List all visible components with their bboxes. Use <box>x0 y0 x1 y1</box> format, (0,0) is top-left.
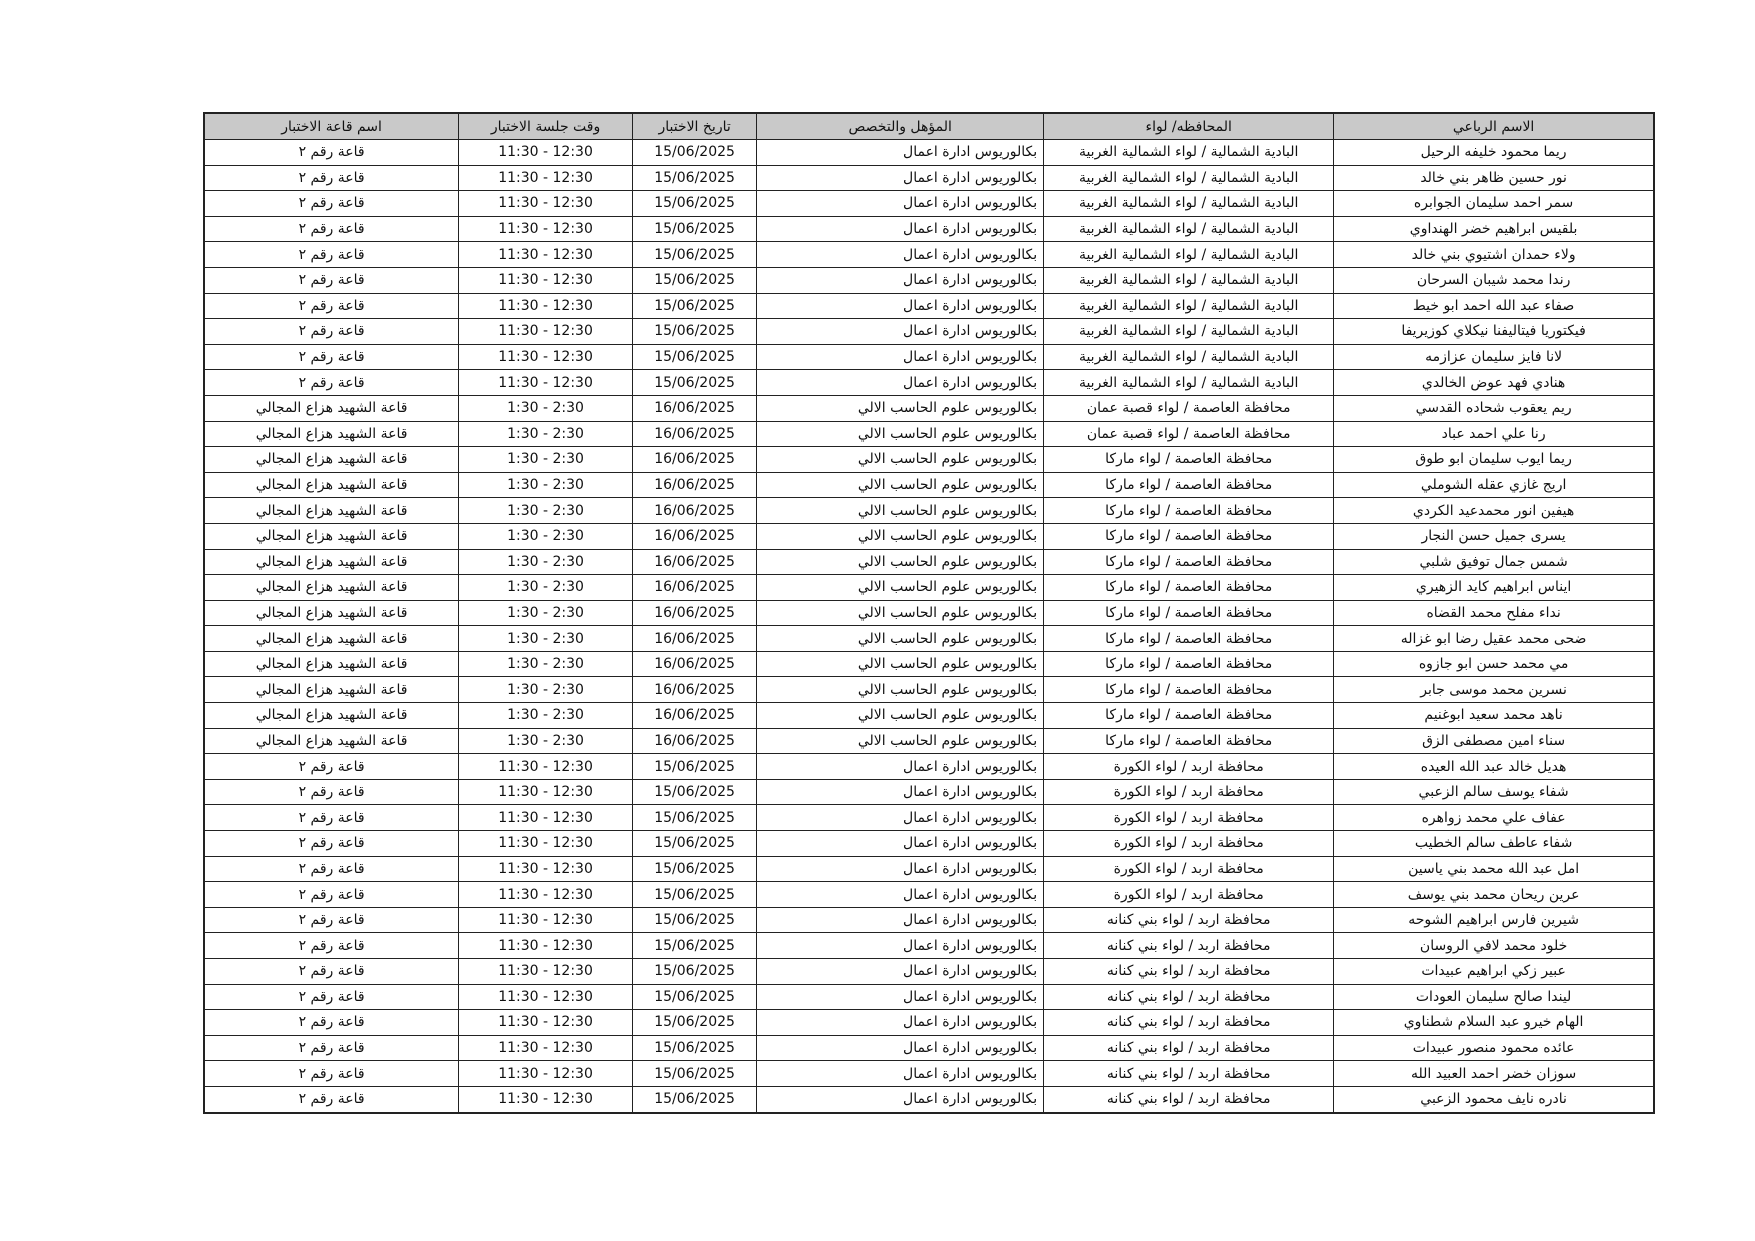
exam-time-cell: 11:30 - 12:30 <box>459 267 633 293</box>
full-name-cell: اريج غازي عقله الشوملي <box>1334 472 1654 498</box>
full-name-cell: عبير زكي ابراهيم عبيدات <box>1334 959 1654 985</box>
table-row <box>204 344 1654 370</box>
governorate-cell: محافظة العاصمة / لواء ماركا <box>1044 575 1334 601</box>
exam-time-cell: 11:30 - 12:30 <box>459 1010 633 1036</box>
exam-hall-cell: قاعة رقم ٢ <box>204 959 459 985</box>
exam-date-cell: 16/06/2025 <box>632 703 756 729</box>
exam-date-cell: 15/06/2025 <box>632 216 756 242</box>
governorate-cell: محافظة اربد / لواء الكورة <box>1044 856 1334 882</box>
exam-hall-cell: قاعة رقم ٢ <box>204 779 459 805</box>
qualification-cell: بكالوريوس علوم الحاسب الالي <box>757 549 1044 575</box>
governorate-cell: محافظة العاصمة / لواء ماركا <box>1044 677 1334 703</box>
exam-date-cell: 15/06/2025 <box>632 242 756 268</box>
qualification-cell: بكالوريوس ادارة اعمال <box>757 1035 1044 1061</box>
exam-date-cell: 16/06/2025 <box>632 523 756 549</box>
exam-schedule-table <box>203 112 1655 1114</box>
governorate-cell: البادية الشمالية / لواء الشمالية الغربية <box>1044 191 1334 217</box>
qualification-cell: بكالوريوس علوم الحاسب الالي <box>757 677 1044 703</box>
exam-hall-cell: قاعة الشهيد هزاع المجالي <box>204 651 459 677</box>
exam-time-cell: 11:30 - 12:30 <box>459 344 633 370</box>
full-name-cell: ريما محمود خليفه الرحيل <box>1334 140 1654 166</box>
exam-date-cell: 15/06/2025 <box>632 319 756 345</box>
governorate-cell: محافظة اربد / لواء بني كنانه <box>1044 907 1334 933</box>
exam-hall-cell: قاعة الشهيد هزاع المجالي <box>204 600 459 626</box>
exam-date-cell: 15/06/2025 <box>632 267 756 293</box>
full-name-cell: ايناس ابراهيم كايد الزهيري <box>1334 575 1654 601</box>
full-name-cell: شيرين فارس ابراهيم الشوحه <box>1334 907 1654 933</box>
exam-time-cell: 11:30 - 12:30 <box>459 165 633 191</box>
governorate-cell: محافظة اربد / لواء بني كنانه <box>1044 1061 1334 1087</box>
exam-time-cell: 11:30 - 12:30 <box>459 1086 633 1112</box>
table-row <box>204 165 1654 191</box>
exam-hall-cell: قاعة الشهيد هزاع المجالي <box>204 498 459 524</box>
exam-time-cell: 11:30 - 12:30 <box>459 984 633 1010</box>
exam-time-cell: 11:30 - 12:30 <box>459 1061 633 1087</box>
exam-date-cell: 15/06/2025 <box>632 907 756 933</box>
exam-date-cell: 15/06/2025 <box>632 882 756 908</box>
table-row <box>204 728 1654 754</box>
exam-hall-cell: قاعة الشهيد هزاع المجالي <box>204 728 459 754</box>
exam-hall-cell: قاعة الشهيد هزاع المجالي <box>204 549 459 575</box>
full-name-cell: ريم يعقوب شحاده القدسي <box>1334 395 1654 421</box>
qualification-cell: بكالوريوس علوم الحاسب الالي <box>757 600 1044 626</box>
table-row <box>204 216 1654 242</box>
exam-date-cell: 15/06/2025 <box>632 754 756 780</box>
exam-hall-cell: قاعة رقم ٢ <box>204 1010 459 1036</box>
exam-time-cell: 11:30 - 12:30 <box>459 882 633 908</box>
table-row <box>204 651 1654 677</box>
exam-hall-cell: قاعة الشهيد هزاع المجالي <box>204 703 459 729</box>
qualification-cell: بكالوريوس ادارة اعمال <box>757 267 1044 293</box>
table-row <box>204 754 1654 780</box>
header-full-name: الاسم الرباعي <box>1334 113 1654 140</box>
full-name-cell: سمر احمد سليمان الجوابره <box>1334 191 1654 217</box>
full-name-cell: هنادي فهد عوض الخالدي <box>1334 370 1654 396</box>
exam-hall-cell: قاعة رقم ٢ <box>204 1035 459 1061</box>
exam-hall-cell: قاعة رقم ٢ <box>204 754 459 780</box>
exam-date-cell: 15/06/2025 <box>632 779 756 805</box>
exam-time-cell: 11:30 - 12:30 <box>459 907 633 933</box>
full-name-cell: ضحى محمد عقيل رضا ابو غزاله <box>1334 626 1654 652</box>
table-row <box>204 447 1654 473</box>
governorate-cell: محافظة اربد / لواء الكورة <box>1044 779 1334 805</box>
exam-time-cell: 11:30 - 12:30 <box>459 319 633 345</box>
header-governorate: المحافظه/ لواء <box>1044 113 1334 140</box>
exam-time-cell: 11:30 - 12:30 <box>459 754 633 780</box>
full-name-cell: بلقيس ابراهيم خضر الهنداوي <box>1334 216 1654 242</box>
qualification-cell: بكالوريوس ادارة اعمال <box>757 140 1044 166</box>
qualification-cell: بكالوريوس ادارة اعمال <box>757 242 1044 268</box>
table-row <box>204 703 1654 729</box>
exam-time-cell: 11:30 - 12:30 <box>459 959 633 985</box>
exam-hall-cell: قاعة الشهيد هزاع المجالي <box>204 447 459 473</box>
exam-time-cell: 11:30 - 12:30 <box>459 191 633 217</box>
exam-time-cell: 1:30 - 2:30 <box>459 395 633 421</box>
governorate-cell: البادية الشمالية / لواء الشمالية الغربية <box>1044 293 1334 319</box>
full-name-cell: ريما ايوب سليمان ابو طوق <box>1334 447 1654 473</box>
governorate-cell: محافظة العاصمة / لواء ماركا <box>1044 626 1334 652</box>
qualification-cell: بكالوريوس ادارة اعمال <box>757 216 1044 242</box>
exam-hall-cell: قاعة الشهيد هزاع المجالي <box>204 626 459 652</box>
table-row <box>204 421 1654 447</box>
exam-time-cell: 1:30 - 2:30 <box>459 728 633 754</box>
header-exam-hall: اسم قاعة الاختبار <box>204 113 459 140</box>
governorate-cell: البادية الشمالية / لواء الشمالية الغربية <box>1044 319 1334 345</box>
exam-date-cell: 16/06/2025 <box>632 626 756 652</box>
qualification-cell: بكالوريوس ادارة اعمال <box>757 754 1044 780</box>
governorate-cell: محافظة العاصمة / لواء ماركا <box>1044 447 1334 473</box>
exam-date-cell: 15/06/2025 <box>632 140 756 166</box>
governorate-cell: البادية الشمالية / لواء الشمالية الغربية <box>1044 216 1334 242</box>
exam-time-cell: 1:30 - 2:30 <box>459 498 633 524</box>
qualification-cell: بكالوريوس ادارة اعمال <box>757 191 1044 217</box>
exam-hall-cell: قاعة رقم ٢ <box>204 242 459 268</box>
qualification-cell: بكالوريوس ادارة اعمال <box>757 805 1044 831</box>
qualification-cell: بكالوريوس علوم الحاسب الالي <box>757 395 1044 421</box>
table-row <box>204 319 1654 345</box>
exam-time-cell: 1:30 - 2:30 <box>459 626 633 652</box>
table-row <box>204 677 1654 703</box>
exam-date-cell: 15/06/2025 <box>632 933 756 959</box>
table-row <box>204 267 1654 293</box>
qualification-cell: بكالوريوس ادارة اعمال <box>757 984 1044 1010</box>
exam-date-cell: 16/06/2025 <box>632 421 756 447</box>
governorate-cell: البادية الشمالية / لواء الشمالية الغربية <box>1044 165 1334 191</box>
exam-date-cell: 15/06/2025 <box>632 831 756 857</box>
governorate-cell: محافظة اربد / لواء بني كنانه <box>1044 1086 1334 1112</box>
exam-hall-cell: قاعة رقم ٢ <box>204 344 459 370</box>
exam-time-cell: 1:30 - 2:30 <box>459 575 633 601</box>
full-name-cell: نداء مفلح محمد القضاه <box>1334 600 1654 626</box>
table-row <box>204 293 1654 319</box>
exam-hall-cell: قاعة رقم ٢ <box>204 856 459 882</box>
table-row <box>204 600 1654 626</box>
table-row <box>204 882 1654 908</box>
governorate-cell: البادية الشمالية / لواء الشمالية الغربية <box>1044 242 1334 268</box>
table-body <box>204 140 1654 1113</box>
exam-date-cell: 16/06/2025 <box>632 600 756 626</box>
exam-hall-cell: قاعة رقم ٢ <box>204 882 459 908</box>
exam-date-cell: 15/06/2025 <box>632 805 756 831</box>
full-name-cell: نادره نايف محمود الزعبي <box>1334 1086 1654 1112</box>
exam-hall-cell: قاعة رقم ٢ <box>204 140 459 166</box>
exam-hall-cell: قاعة الشهيد هزاع المجالي <box>204 523 459 549</box>
exam-hall-cell: قاعة رقم ٢ <box>204 370 459 396</box>
qualification-cell: بكالوريوس ادارة اعمال <box>757 831 1044 857</box>
exam-date-cell: 15/06/2025 <box>632 165 756 191</box>
exam-hall-cell: قاعة رقم ٢ <box>204 984 459 1010</box>
qualification-cell: بكالوريوس ادارة اعمال <box>757 933 1044 959</box>
qualification-cell: بكالوريوس علوم الحاسب الالي <box>757 575 1044 601</box>
exam-time-cell: 1:30 - 2:30 <box>459 447 633 473</box>
exam-hall-cell: قاعة رقم ٢ <box>204 1086 459 1112</box>
governorate-cell: محافظة العاصمة / لواء قصبة عمان <box>1044 421 1334 447</box>
qualification-cell: بكالوريوس ادارة اعمال <box>757 1010 1044 1036</box>
exam-date-cell: 16/06/2025 <box>632 651 756 677</box>
qualification-cell: بكالوريوس ادارة اعمال <box>757 370 1044 396</box>
exam-date-cell: 15/06/2025 <box>632 1061 756 1087</box>
governorate-cell: محافظة اربد / لواء الكورة <box>1044 805 1334 831</box>
governorate-cell: محافظة اربد / لواء بني كنانه <box>1044 1010 1334 1036</box>
table-row <box>204 933 1654 959</box>
full-name-cell: سناء امين مصطفى الزق <box>1334 728 1654 754</box>
full-name-cell: ناهد محمد سعيد ابوغنيم <box>1334 703 1654 729</box>
qualification-cell: بكالوريوس علوم الحاسب الالي <box>757 651 1044 677</box>
qualification-cell: بكالوريوس ادارة اعمال <box>757 959 1044 985</box>
table-row <box>204 805 1654 831</box>
full-name-cell: ليندا صالح سليمان العودات <box>1334 984 1654 1010</box>
exam-hall-cell: قاعة رقم ٢ <box>204 267 459 293</box>
exam-date-cell: 15/06/2025 <box>632 1035 756 1061</box>
exam-time-cell: 11:30 - 12:30 <box>459 805 633 831</box>
governorate-cell: محافظة العاصمة / لواء ماركا <box>1044 651 1334 677</box>
exam-time-cell: 11:30 - 12:30 <box>459 140 633 166</box>
exam-hall-cell: قاعة الشهيد هزاع المجالي <box>204 575 459 601</box>
governorate-cell: محافظة اربد / لواء بني كنانه <box>1044 1035 1334 1061</box>
exam-date-cell: 15/06/2025 <box>632 1086 756 1112</box>
full-name-cell: نسرين محمد موسى جابر <box>1334 677 1654 703</box>
table-row <box>204 472 1654 498</box>
governorate-cell: البادية الشمالية / لواء الشمالية الغربية <box>1044 344 1334 370</box>
full-name-cell: الهام خيرو عبد السلام شطناوي <box>1334 1010 1654 1036</box>
exam-hall-cell: قاعة رقم ٢ <box>204 805 459 831</box>
qualification-cell: بكالوريوس علوم الحاسب الالي <box>757 498 1044 524</box>
full-name-cell: يسرى جميل حسن النجار <box>1334 523 1654 549</box>
exam-time-cell: 1:30 - 2:30 <box>459 549 633 575</box>
qualification-cell: بكالوريوس ادارة اعمال <box>757 319 1044 345</box>
table-row <box>204 779 1654 805</box>
full-name-cell: نور حسين ظاهر بني خالد <box>1334 165 1654 191</box>
table-row <box>204 1010 1654 1036</box>
exam-date-cell: 16/06/2025 <box>632 498 756 524</box>
full-name-cell: عفاف علي محمد زواهره <box>1334 805 1654 831</box>
governorate-cell: محافظة العاصمة / لواء ماركا <box>1044 600 1334 626</box>
exam-date-cell: 16/06/2025 <box>632 575 756 601</box>
table-row <box>204 370 1654 396</box>
exam-time-cell: 1:30 - 2:30 <box>459 600 633 626</box>
table-row <box>204 856 1654 882</box>
exam-hall-cell: قاعة رقم ٢ <box>204 191 459 217</box>
exam-date-cell: 15/06/2025 <box>632 344 756 370</box>
exam-hall-cell: قاعة رقم ٢ <box>204 319 459 345</box>
qualification-cell: بكالوريوس ادارة اعمال <box>757 344 1044 370</box>
qualification-cell: بكالوريوس ادارة اعمال <box>757 1061 1044 1087</box>
exam-date-cell: 15/06/2025 <box>632 293 756 319</box>
exam-date-cell: 16/06/2025 <box>632 447 756 473</box>
header-row <box>204 113 1654 140</box>
table-row <box>204 498 1654 524</box>
qualification-cell: بكالوريوس علوم الحاسب الالي <box>757 447 1044 473</box>
table-row <box>204 242 1654 268</box>
full-name-cell: رندا محمد شيبان السرحان <box>1334 267 1654 293</box>
full-name-cell: هديل خالد عبد الله العيده <box>1334 754 1654 780</box>
full-name-cell: صفاء عبد الله احمد ابو خيط <box>1334 293 1654 319</box>
exam-time-cell: 11:30 - 12:30 <box>459 370 633 396</box>
exam-hall-cell: قاعة رقم ٢ <box>204 907 459 933</box>
full-name-cell: شفاء عاطف سالم الخطيب <box>1334 831 1654 857</box>
qualification-cell: بكالوريوس ادارة اعمال <box>757 882 1044 908</box>
exam-date-cell: 15/06/2025 <box>632 856 756 882</box>
full-name-cell: فيكتوريا فيتاليفنا نيكلاي كوزيريفا <box>1334 319 1654 345</box>
exam-hall-cell: قاعة رقم ٢ <box>204 831 459 857</box>
qualification-cell: بكالوريوس علوم الحاسب الالي <box>757 523 1044 549</box>
exam-date-cell: 15/06/2025 <box>632 370 756 396</box>
qualification-cell: بكالوريوس ادارة اعمال <box>757 856 1044 882</box>
exam-date-cell: 15/06/2025 <box>632 984 756 1010</box>
governorate-cell: البادية الشمالية / لواء الشمالية الغربية <box>1044 267 1334 293</box>
table-row <box>204 984 1654 1010</box>
full-name-cell: لانا فايز سليمان عزازمه <box>1334 344 1654 370</box>
exam-date-cell: 16/06/2025 <box>632 728 756 754</box>
full-name-cell: خلود محمد لافي الروسان <box>1334 933 1654 959</box>
table-row <box>204 831 1654 857</box>
governorate-cell: محافظة العاصمة / لواء ماركا <box>1044 549 1334 575</box>
exam-hall-cell: قاعة الشهيد هزاع المجالي <box>204 421 459 447</box>
table-row <box>204 191 1654 217</box>
full-name-cell: ولاء حمدان اشتيوي بني خالد <box>1334 242 1654 268</box>
exam-hall-cell: قاعة رقم ٢ <box>204 1061 459 1087</box>
full-name-cell: مي محمد حسن ابو جازوه <box>1334 651 1654 677</box>
full-name-cell: هيفين انور محمدعيد الكردي <box>1334 498 1654 524</box>
exam-date-cell: 15/06/2025 <box>632 191 756 217</box>
qualification-cell: بكالوريوس علوم الحاسب الالي <box>757 472 1044 498</box>
exam-hall-cell: قاعة رقم ٢ <box>204 293 459 319</box>
exam-hall-cell: قاعة رقم ٢ <box>204 165 459 191</box>
exam-time-cell: 11:30 - 12:30 <box>459 779 633 805</box>
table-row <box>204 1086 1654 1112</box>
table-row <box>204 523 1654 549</box>
table-row <box>204 1035 1654 1061</box>
full-name-cell: شمس جمال توفيق شلبي <box>1334 549 1654 575</box>
exam-date-cell: 15/06/2025 <box>632 1010 756 1036</box>
governorate-cell: محافظة اربد / لواء بني كنانه <box>1044 959 1334 985</box>
governorate-cell: محافظة اربد / لواء الكورة <box>1044 831 1334 857</box>
governorate-cell: محافظة العاصمة / لواء ماركا <box>1044 728 1334 754</box>
governorate-cell: محافظة العاصمة / لواء ماركا <box>1044 523 1334 549</box>
header-exam-time: وقت جلسة الاختبار <box>459 113 633 140</box>
governorate-cell: محافظة العاصمة / لواء ماركا <box>1044 498 1334 524</box>
full-name-cell: شفاء يوسف سالم الزعبي <box>1334 779 1654 805</box>
governorate-cell: محافظة العاصمة / لواء قصبة عمان <box>1044 395 1334 421</box>
exam-hall-cell: قاعة الشهيد هزاع المجالي <box>204 472 459 498</box>
table-row <box>204 626 1654 652</box>
exam-time-cell: 1:30 - 2:30 <box>459 421 633 447</box>
qualification-cell: بكالوريوس ادارة اعمال <box>757 779 1044 805</box>
table-row <box>204 1061 1654 1087</box>
exam-time-cell: 11:30 - 12:30 <box>459 293 633 319</box>
qualification-cell: بكالوريوس علوم الحاسب الالي <box>757 703 1044 729</box>
governorate-cell: محافظة اربد / لواء الكورة <box>1044 754 1334 780</box>
full-name-cell: رنا علي احمد عباد <box>1334 421 1654 447</box>
governorate-cell: محافظة العاصمة / لواء ماركا <box>1044 703 1334 729</box>
exam-time-cell: 11:30 - 12:30 <box>459 1035 633 1061</box>
governorate-cell: البادية الشمالية / لواء الشمالية الغربية <box>1044 370 1334 396</box>
qualification-cell: بكالوريوس علوم الحاسب الالي <box>757 626 1044 652</box>
governorate-cell: محافظة اربد / لواء بني كنانه <box>1044 984 1334 1010</box>
exam-hall-cell: قاعة الشهيد هزاع المجالي <box>204 395 459 421</box>
qualification-cell: بكالوريوس ادارة اعمال <box>757 1086 1044 1112</box>
exam-time-cell: 1:30 - 2:30 <box>459 651 633 677</box>
table-row <box>204 907 1654 933</box>
exam-date-cell: 16/06/2025 <box>632 472 756 498</box>
header-exam-date: تاريخ الاختبار <box>632 113 756 140</box>
exam-time-cell: 11:30 - 12:30 <box>459 242 633 268</box>
exam-time-cell: 1:30 - 2:30 <box>459 523 633 549</box>
header-qualification: المؤهل والتخصص <box>757 113 1044 140</box>
exam-date-cell: 16/06/2025 <box>632 395 756 421</box>
exam-hall-cell: قاعة رقم ٢ <box>204 216 459 242</box>
qualification-cell: بكالوريوس علوم الحاسب الالي <box>757 421 1044 447</box>
exam-date-cell: 16/06/2025 <box>632 549 756 575</box>
governorate-cell: محافظة اربد / لواء الكورة <box>1044 882 1334 908</box>
exam-time-cell: 1:30 - 2:30 <box>459 703 633 729</box>
table-row <box>204 395 1654 421</box>
full-name-cell: امل عبد الله محمد بني ياسين <box>1334 856 1654 882</box>
qualification-cell: بكالوريوس ادارة اعمال <box>757 165 1044 191</box>
full-name-cell: عائده محمود منصور عبيدات <box>1334 1035 1654 1061</box>
full-name-cell: عرين ريحان محمد بني يوسف <box>1334 882 1654 908</box>
exam-time-cell: 11:30 - 12:30 <box>459 856 633 882</box>
table-row <box>204 549 1654 575</box>
qualification-cell: بكالوريوس علوم الحاسب الالي <box>757 728 1044 754</box>
full-name-cell: سوزان خضر احمد العبيد الله <box>1334 1061 1654 1087</box>
exam-time-cell: 11:30 - 12:30 <box>459 831 633 857</box>
exam-time-cell: 1:30 - 2:30 <box>459 677 633 703</box>
exam-time-cell: 1:30 - 2:30 <box>459 472 633 498</box>
exam-date-cell: 15/06/2025 <box>632 959 756 985</box>
table-row <box>204 140 1654 166</box>
table-row <box>204 959 1654 985</box>
qualification-cell: بكالوريوس ادارة اعمال <box>757 293 1044 319</box>
governorate-cell: محافظة العاصمة / لواء ماركا <box>1044 472 1334 498</box>
governorate-cell: البادية الشمالية / لواء الشمالية الغربية <box>1044 140 1334 166</box>
exam-time-cell: 11:30 - 12:30 <box>459 933 633 959</box>
exam-hall-cell: قاعة رقم ٢ <box>204 933 459 959</box>
qualification-cell: بكالوريوس ادارة اعمال <box>757 907 1044 933</box>
exam-time-cell: 11:30 - 12:30 <box>459 216 633 242</box>
exam-hall-cell: قاعة الشهيد هزاع المجالي <box>204 677 459 703</box>
table-row <box>204 575 1654 601</box>
governorate-cell: محافظة اربد / لواء بني كنانه <box>1044 933 1334 959</box>
exam-date-cell: 16/06/2025 <box>632 677 756 703</box>
